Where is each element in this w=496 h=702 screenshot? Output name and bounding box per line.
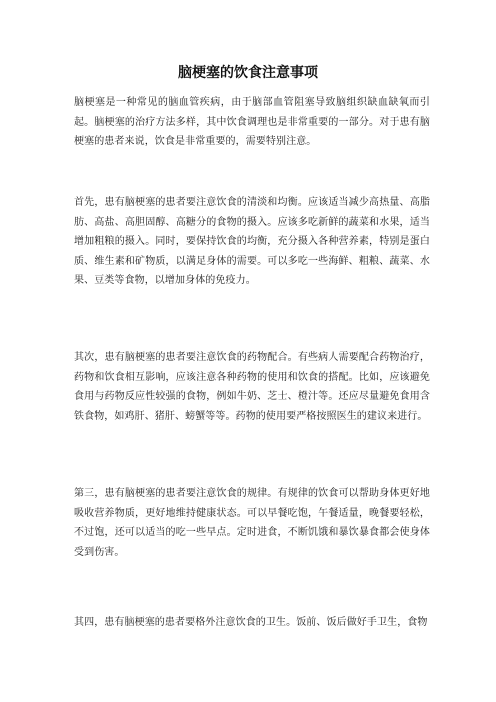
paragraph-second-point: 其次，患有脑梗塞的患者要注意饮食的药物配合。有些病人需要配合药物治疗，药物和饮食相互影响，应该注意各种药物的使用和饮食的搭配。比如，应该避免食用与药物反应性较强的食物，例如牛奶、芝士、橙汁等。还应尽量避免食用含铁食物，如鸡肝、猪肝、螃蟹等等。药物的使用要严格按照医生的建议来进行。 [74,352,430,422]
paragraph-first-point: 首先，患有脑梗塞的患者要注意饮食的清淡和均衡。应该适当减少高热量、高脂肪、高盐、高胆固醇、高糖分的食物的摄入。应该多吃新鲜的蔬菜和水果，适当增加粗粮的摄入。同时，要保持饮食的均衡，充分摄入各种营养素，特别是蛋白质、维生素和矿物质，以满足身体的需要。可以多吃一些海鲜、粗粮、蔬菜、水果、豆类等食物，以增加身体的免疫力。 [74,197,430,286]
page-title: 脑梗塞的饮食注意事项 [178,65,318,81]
paragraph-third-point: 第三，患有脑梗塞的患者要注意饮食的规律。有规律的饮食可以帮助身体更好地吸收营养物质，更好地维持健康状态。可以早餐吃饱，午餐适量，晚餐要轻松，不过饱，还可以适当的吃一些早点。定时进食，不断饥饿和暴饮暴食都会使身体受到伤害。 [74,488,430,558]
paragraph-intro: 脑梗塞是一种常见的脑血管疾病，由于脑部血管阻塞导致脑组织缺血缺氧而引起。脑梗塞的治疗方法多样，其中饮食调理也是非常重要的一部分。对于患有脑梗塞的患者来说，饮食是非常重要的，需要特别注意。 [74,97,430,147]
paragraph-fourth-point: 其四，患有脑梗塞的患者要格外注意饮食的卫生。饭前、饭后做好手卫生，食物 [74,617,428,628]
